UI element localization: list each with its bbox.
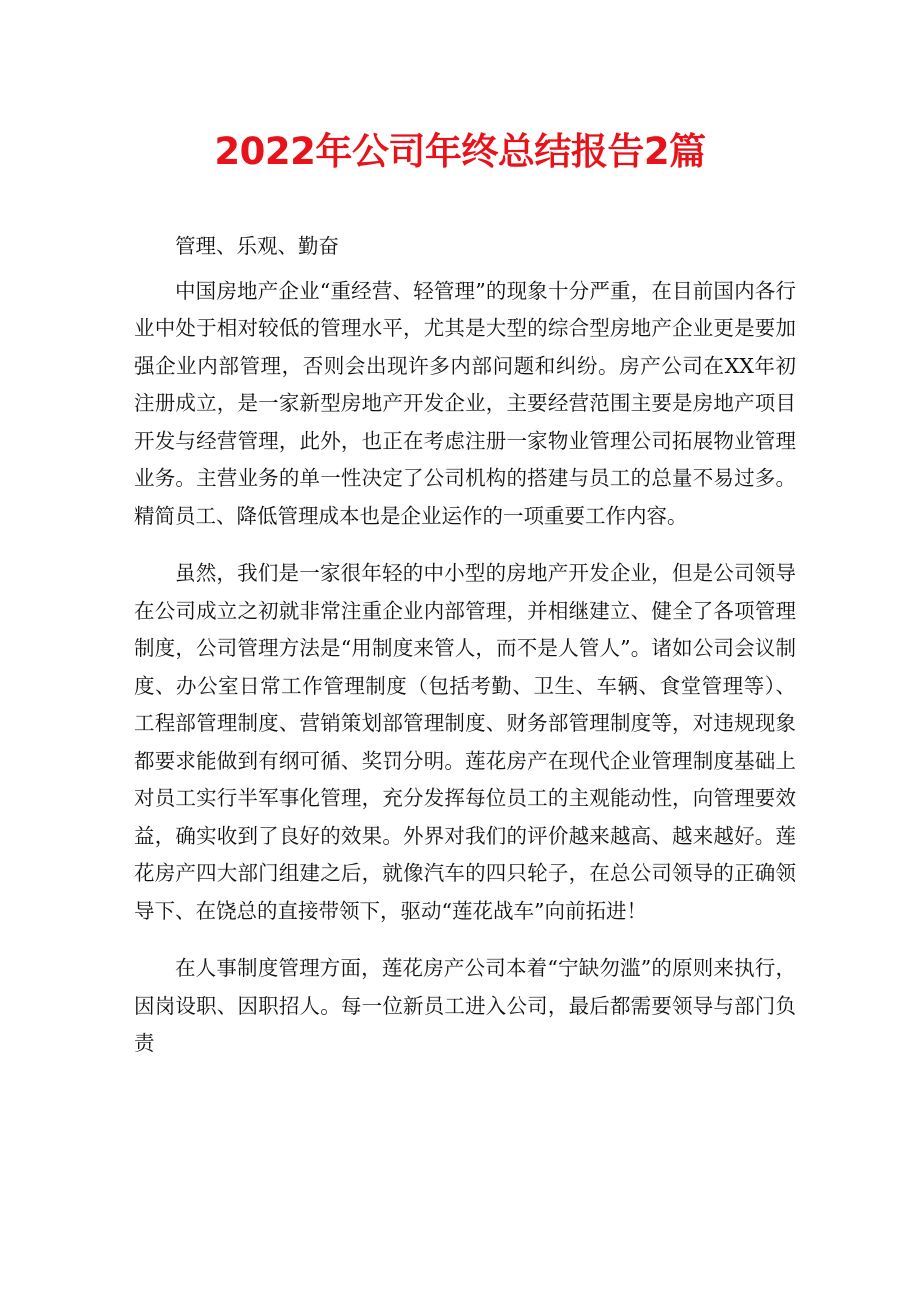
document-body [134,228,796,1063]
paragraph-personnel: 在人事制度管理方面，莲花房产公司本着“宁缺勿滥”的原则来执行，因岗设职、因职招人。每一位新员工进入公司，最后都需要领导与部门负责 [134,956,796,1055]
document-title: 2022年公司年终总结报告2篇 [214,130,706,173]
paragraph-motto: 管理、乐观、勤奋 [175,234,339,258]
paragraph-management: 虽然，我们是一家很年轻的中小型的房地产开发企业，但是公司领导在公司成立之初就非常注重企业内部管理，并相继建立、健全了各项管理制度，公司管理方法是“用制度来管人，而不是人管人”。诸如公司会议制度、办公室日常工作管理制度（包括考勤、卫生、车辆、食堂管理等）、工程部管理制度、营销策划部管理制度、财务部管理制度等，对违规现象都要求能做到有纲可循、奖罚分明。莲花房产在现代企业管理制度基础上对员工实行半军事化管理，充分发挥每位员工的主观能动性，向管理要效益，确实收到了良好的效果。外界对我们的评价越来越高、越来越好。莲花房产四大部门组建之后，就像汽车的四只轮子，在总公司领导的正确领导下、在饶总的直接带领下，驱动“莲花战车”向前拓进！ [134,561,796,923]
paragraph-intro: 中国房地产企业“重经营、轻管理”的现象十分严重，在目前国内各行业中处于相对较低的管理水平，尤其是大型的综合型房地产企业更是要加强企业内部管理，否则会出现许多内部问题和纠纷。房产公司在XX年初注册成立，是一家新型房地产开发企业，主要经营范围主要是房地产项目开发与经营管理，此外，也正在考虑注册一家物业管理公司拓展物业管理业务。主营业务的单一性决定了公司机构的搭建与员工的总量不易过多。精简员工、降低管理成本也是企业运作的一项重要工作内容。 [134,278,796,528]
